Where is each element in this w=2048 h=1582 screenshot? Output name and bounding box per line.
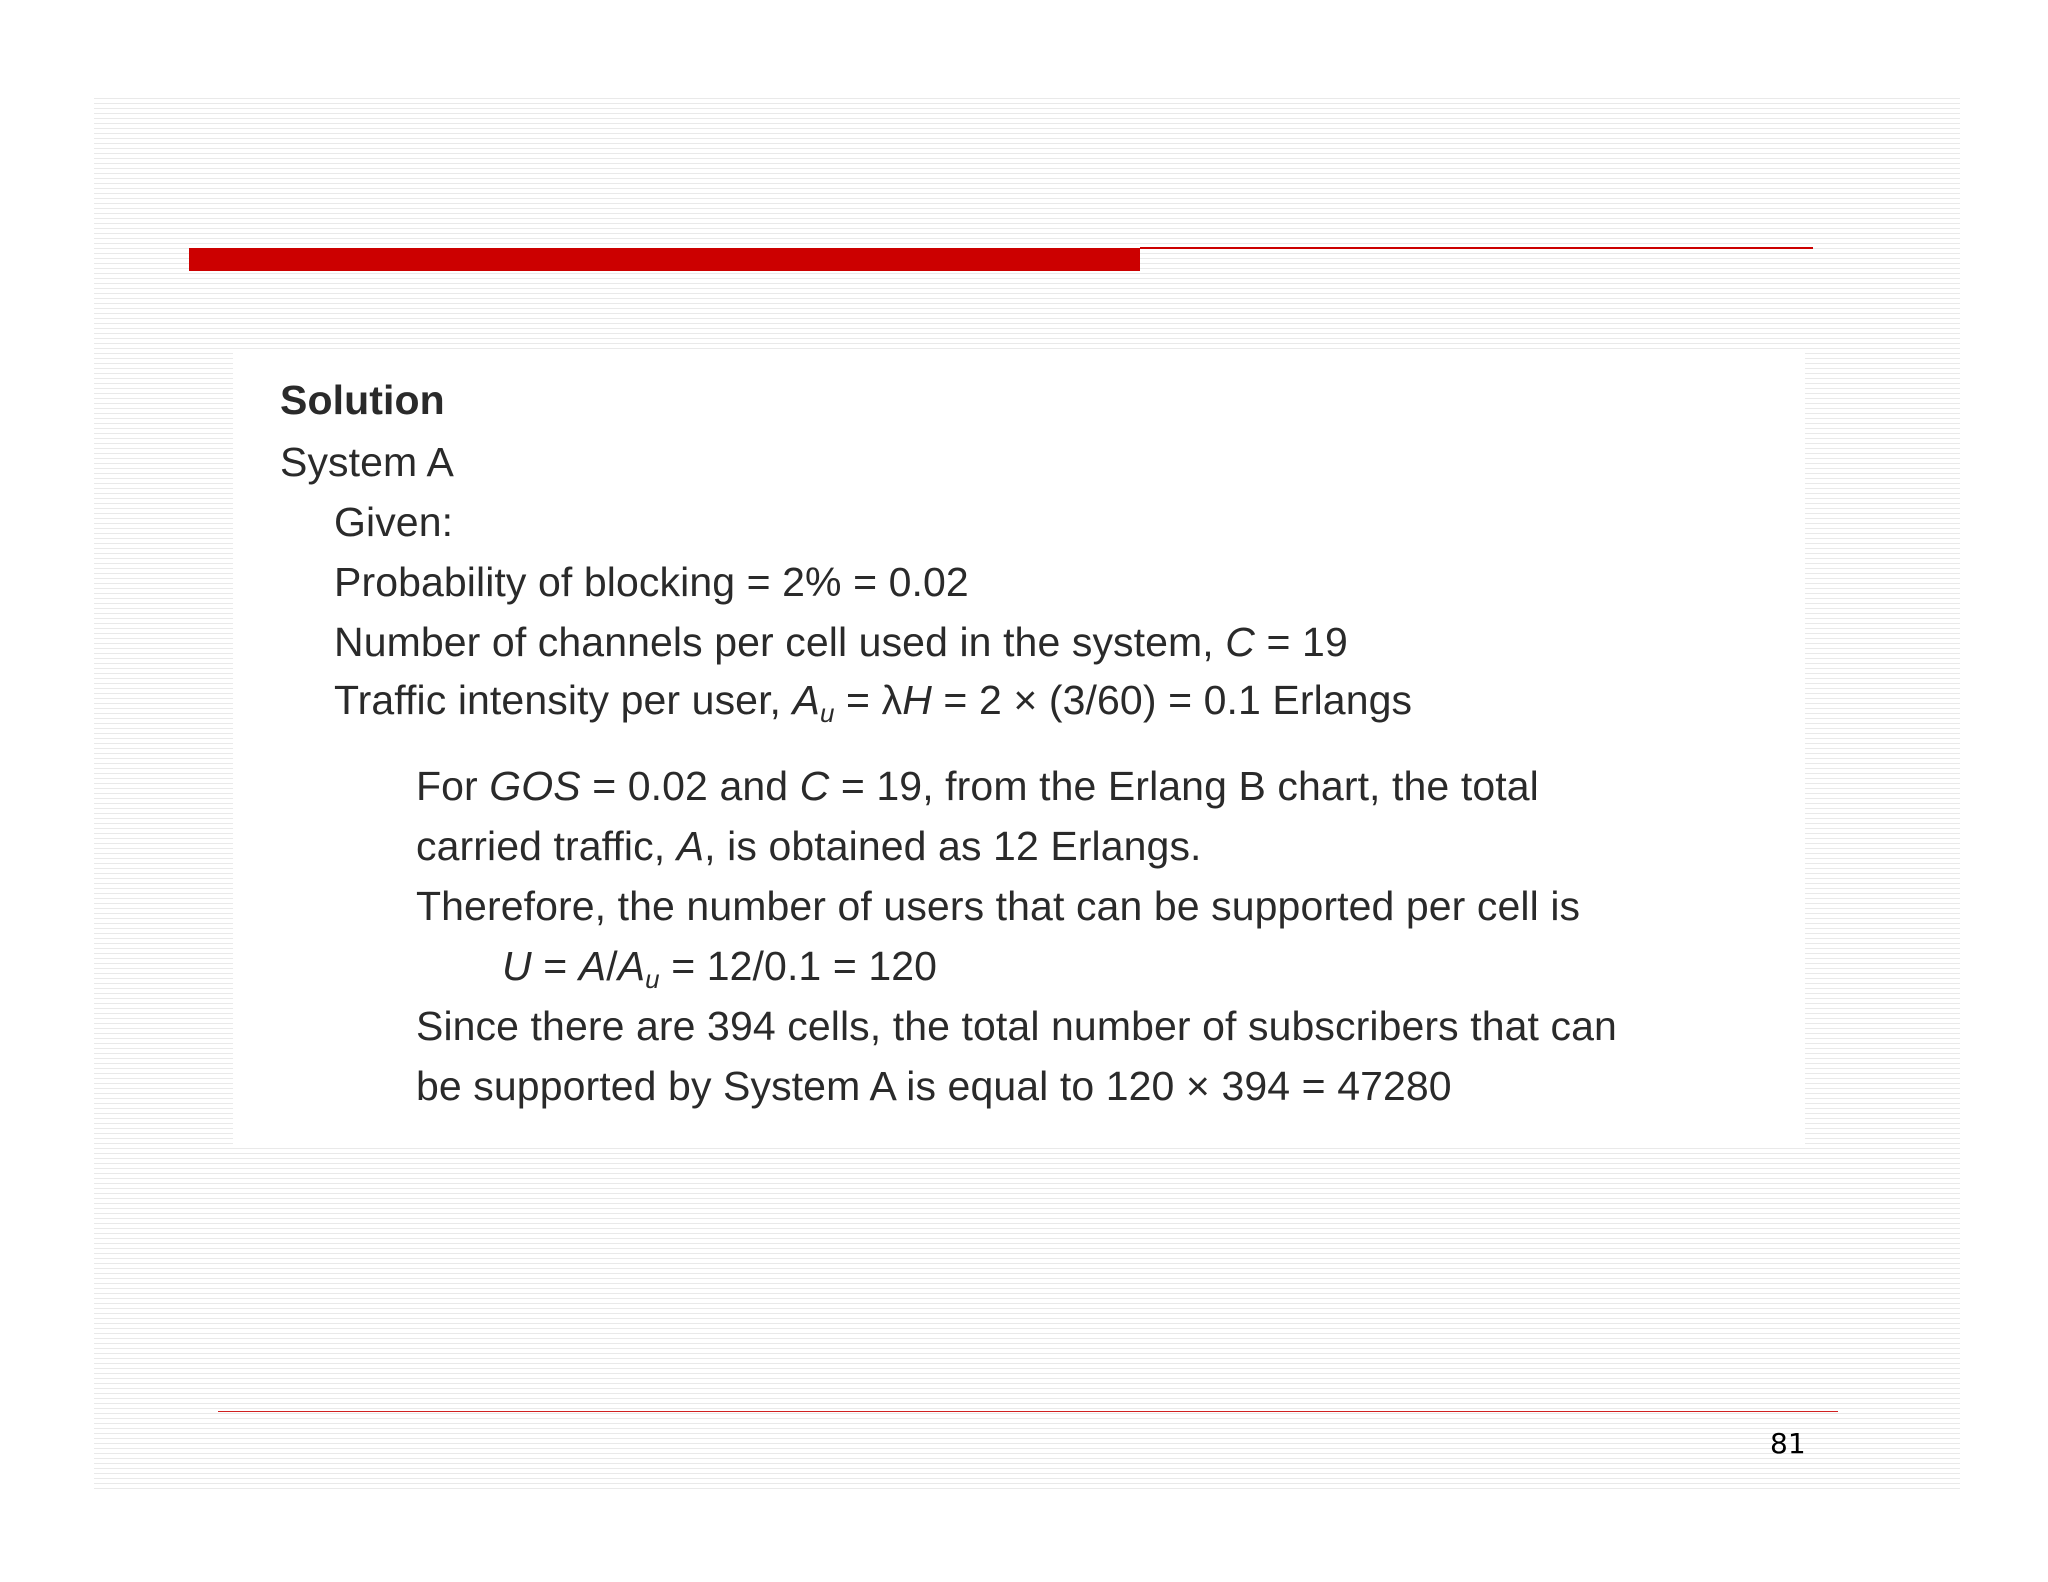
title-accent-bar [189,248,1140,271]
solution-line-5: Since there are 394 cells, the total number of subscribers that can [416,1003,1617,1049]
given-blocking-probability: Probability of blocking = 2% = 0.02 [334,559,969,605]
page-number: 81 [1770,1427,1806,1460]
solution-line-1: For GOS = 0.02 and C = 19, from the Erlang B chart, the total [416,763,1539,809]
given-traffic-intensity: Traffic intensity per user, $A_u = \lambda H = 2 \times (3/60) = 0.1$ Erlangs [334,677,1413,728]
system-label: System A [280,439,454,485]
solution-line-2: carried traffic, A, is obtained as 12 Erlangs. [416,823,1202,869]
title-accent-line [1140,247,1813,249]
users-per-cell-equation: $U = A/A_u = 12/0.1 = 120$ [502,943,938,994]
solution-line-6: be supported by System A is equal to 120 × 394 = 47280 [416,1063,1452,1109]
footer-divider [218,1411,1838,1412]
solution-heading: Solution [280,377,445,423]
given-channels-per-cell: Number of channels per cell used in the system, C = 19 [334,619,1348,665]
given-label: Given: [334,499,454,545]
solution-line-3: Therefore, the number of users that can be supported per cell is [416,883,1581,929]
